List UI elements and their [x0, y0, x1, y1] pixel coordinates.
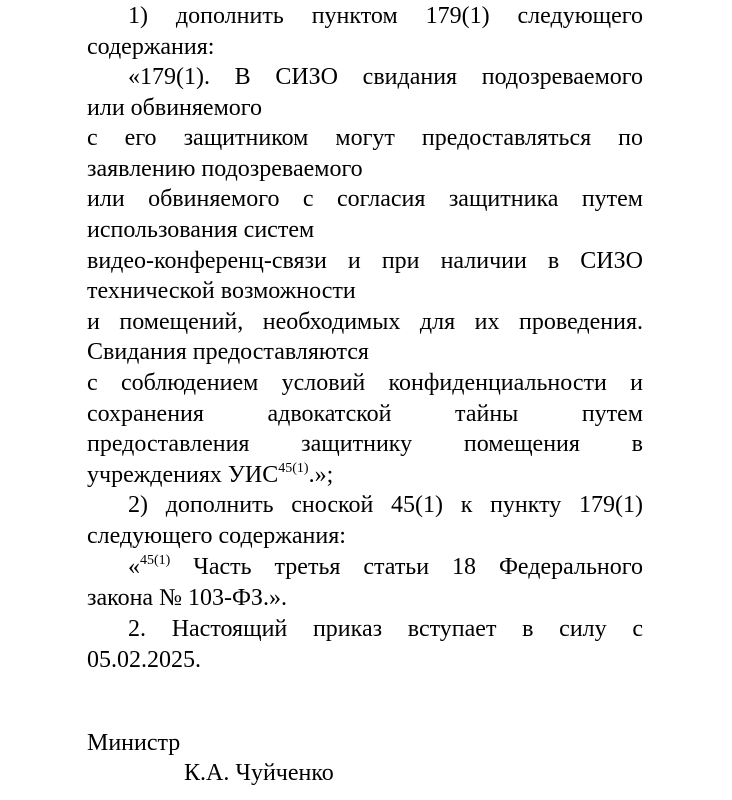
point-179-1-line-13: предоставления защитнику помещения в: [87, 431, 643, 458]
point-179-1-line-3: с его защитником могут предоставляться по: [87, 125, 643, 152]
point-179-1-line-12: сохранения адвокатской тайны путем: [87, 400, 643, 427]
footnote-line-1-text: Часть третья статьи 18 Федерального: [170, 554, 643, 580]
footnote-marker-45-1: 45(1): [140, 553, 171, 568]
item-1-line-1: 1) дополнить пунктом 179(1) следующего: [128, 3, 643, 29]
point-179-1-line-10: Свидания предоставляются: [87, 339, 369, 366]
footnote-reference-45-1: 45(1): [278, 460, 309, 476]
item-2-paragraph: [87, 490, 643, 551]
footnote-open-quote: «: [128, 554, 140, 580]
point-179-1-line-14: [87, 460, 643, 491]
point-179-1-line-4: заявлению подозреваемого: [87, 155, 363, 182]
point-179-1-line-14-text: учреждениях УИС: [87, 461, 279, 488]
signature-title: Министр: [87, 730, 181, 756]
clause-2-paragraph: [87, 614, 643, 675]
point-179-1-line-8: технической возможности: [87, 278, 356, 305]
clause-2-line-1: 2. Настоящий приказ вступает в силу с: [128, 616, 643, 642]
point-179-1-line-11: с соблюдением условий конфиденциальности и: [87, 369, 643, 396]
point-179-1-line-7: видео-конференц-связи и при наличии в СИЗО: [87, 247, 643, 274]
footnote-45-1-paragraph: [87, 552, 643, 613]
item-1-line-2: содержания:: [87, 33, 215, 60]
point-179-1-paragraph: [87, 62, 643, 490]
point-179-1-line-14-end: .»;: [308, 461, 334, 488]
footnote-line-2: закона № 103-ФЗ.».: [87, 584, 287, 611]
point-179-1-line-6: использования систем: [87, 216, 315, 243]
point-179-1-line-5: или обвиняемого с согласия защитника путем: [87, 186, 643, 213]
footnote-line-1: [87, 552, 643, 583]
point-179-1-line-1: «179(1). В СИЗО свидания подозреваемого: [128, 64, 643, 90]
point-179-1-line-9: и помещений, необходимых для их проведения.: [87, 308, 643, 335]
item-1-paragraph: [87, 1, 643, 62]
signature-name: К.А. Чуйченко: [184, 760, 334, 786]
point-179-1-line-2: или обвиняемого: [87, 94, 263, 121]
clause-2-line-2: 05.02.2025.: [87, 646, 201, 673]
item-2-line-1: 2) дополнить сноской 45(1) к пункту 179(1): [128, 492, 643, 518]
item-2-line-2: следующего содержания:: [87, 522, 346, 549]
